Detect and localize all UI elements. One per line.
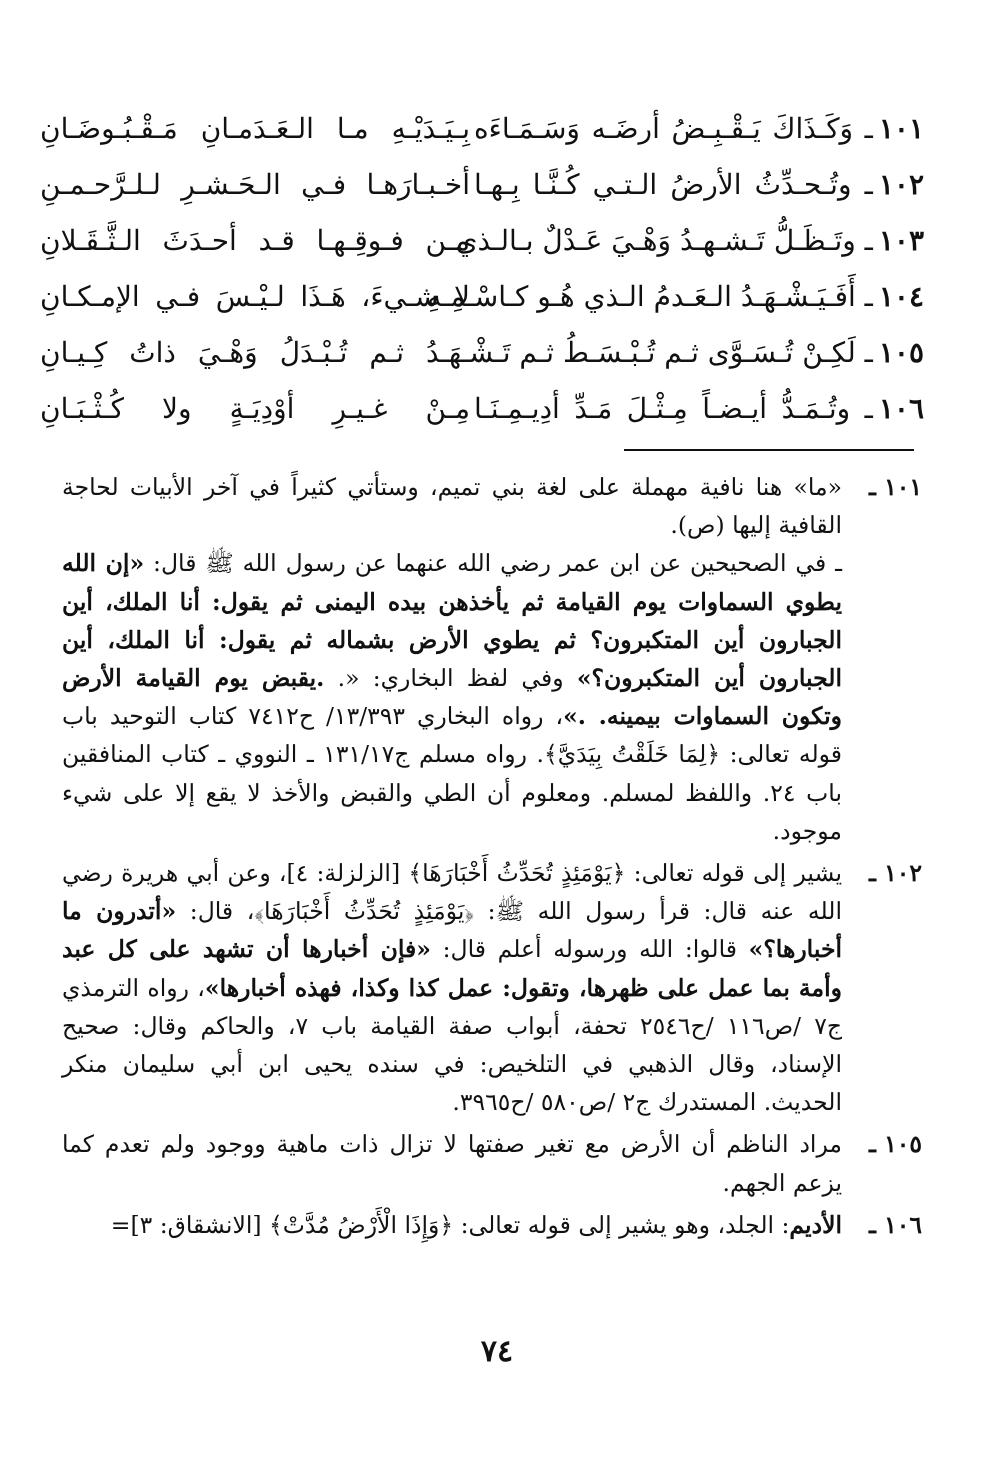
verse-second-hemistich: لا شـيءَ، هَـذَا لـيْـسَ فـي الإمـكـانِ — [40, 279, 470, 313]
verse-number: ١٠٤ — [878, 279, 924, 313]
hadith-quote: «إن الله يطوي السماوات يوم القيامة ثم يأخذهن بيده اليمنى ثم يقول: أنا الملك، أين الجبارون أين المتكبرون؟ ثم يطوي الأرض بشماله ثم يقول: أنا الملك، أين الجبارون أين المتكبرون؟» — [62, 549, 842, 693]
verse-first-hemistich — [461, 335, 924, 369]
footnote-body — [62, 1125, 842, 1201]
verse-text-first: ـ وتَـظَـلُّ تَـشـهـدُ وَهْـيَ عَـدْلٌ بـالـذي — [455, 223, 873, 257]
footnote — [62, 468, 922, 850]
footnote-paragraph — [62, 1206, 842, 1244]
footnote-text: ، رواه الترمذي ج٧ /ص١١٦ /ح٢٥٤٦ تحفة، أبواب صفة القيامة باب ٧، والحاكم وقال: صحيح الإسناد، وقال الذهبي في التلخيص: في سنده يحيى ابن أبي سليمان منكر الحديث. المستدرك ج٢ /ص٥٨٠ /ح٣٩٦٥. — [62, 973, 842, 1117]
verse-second-hemistich: أخـبـارَهـا فـي الـحَـشـرِ لـلـرَّحـمـنِ — [40, 167, 470, 201]
verse-text-first: ـ أَفَـيَـشْـهَـدُ الـعَـدمُ الـذي هُـو كـاسْـمِـهِ — [427, 279, 873, 313]
footnote-paragraph — [62, 468, 842, 544]
footnote — [62, 1125, 922, 1201]
footnote-text: ، رواه البخاري ١٣/٣٩٣/ ح٧٤١٢ كتاب التوحيد باب قوله تعالى: ﴿لِمَا خَلَقْتُ بِيَدَيَّ﴾. رواه مسلم ج١٣١/١٧ ـ النووي ـ كتاب المنافقين باب ٢٤. واللفظ لمسلم. ومعلوم أن الطي والقبض والأخذ لا يقع إلا على شيء موجود. — [62, 702, 842, 845]
footnote-body — [62, 468, 842, 850]
verse-number: ١٠١ — [878, 111, 924, 145]
footnote-text: يشير إلى قوله تعالى: ﴿يَوْمَئِذٍ تُحَدِّثُ أَخْبَارَهَا﴾ [الزلزلة: ٤]، وعن أبي هريرة رضي الله عنه قال: قرأ رسول الله ﷺ: ﴿يَوْمَئِذٍ تُحَدِّثُ أَخْبَارَهَا﴾، قال: — [62, 859, 843, 926]
page-number: ٧٤ — [480, 1334, 514, 1369]
footnote-paragraph — [62, 854, 842, 1121]
hadith-quote: الأديم — [789, 1210, 842, 1239]
verse-text-first: ـ وتُـمَـدُّ أيـضـاً مِـثْـلَ مَـدِّ أدِيـمِـنَـا — [474, 391, 873, 425]
footnote-number: ١٠٥ ـ — [869, 1130, 922, 1159]
verse-first-hemistich — [427, 279, 924, 313]
footnote-separator — [624, 449, 914, 451]
verse-row — [40, 212, 924, 268]
footnote-body — [62, 1206, 842, 1244]
hadith-quote: «فإن أخبارها أن تشهد على كل عبد وأمة بما عمل على ظهرها، وتقول: عمل كذا وكذا، فهذه أخبارها» — [62, 935, 842, 1002]
footnote-text: قالوا: الله ورسوله أعلم قال: — [430, 935, 749, 964]
footnote — [62, 854, 922, 1121]
verse-text-first: ـ وَكَـذَاكَ يَـقْـبِـضُ أرضَـه وَسَـمَـاءَه — [474, 111, 873, 145]
footnote-text: «ما» هنا نافية مهملة على لغة بني تميم، وستأتي كثيراً في آخر الأبيات لحاجة القافية إليها (ص). — [62, 473, 842, 540]
verse-first-hemistich — [455, 223, 924, 257]
verse-second-hemistich: بِـيَـدَيْـهِ مـا الـعَـدَمـانِ مَـقْـبُـوضَـانِ — [40, 111, 470, 145]
footnote-text: مراد الناظم أن الأرض مع تغير صفتها لا تزال ذات ماهية ووجود ولم تعدم كما يزعم الجهم. — [62, 1130, 842, 1197]
verse-number: ١٠٢ — [878, 167, 924, 201]
footnote-paragraph — [62, 1125, 842, 1201]
verse-number: ١٠٥ — [878, 335, 924, 369]
footnote-paragraph — [62, 544, 842, 850]
verse-second-hemistich: مـن فـوقِـهـا قـد أحـدَثَ الـثَّـقَـلانِ — [40, 223, 470, 257]
hadith-quote: .يقبض يوم القيامة الأرض وتكون السماوات بيمينه. .» — [62, 664, 842, 731]
verse-list — [40, 100, 924, 436]
footnote-number: ١٠٦ ـ — [869, 1210, 922, 1239]
verse-row — [40, 380, 924, 436]
footnote-text: وفي لفظ البخاري: «. — [324, 664, 577, 693]
verse-second-hemistich: مِـنْ غـيـرِ أوْدِيَـةٍ ولا كُـثْـبَـانِ — [40, 391, 470, 425]
verse-row — [40, 156, 924, 212]
footnote-text: ـ في الصحيحين عن ابن عمر رضي الله عنهما عن رسول الله ﷺ قال: — [144, 549, 842, 578]
footnote-body — [62, 854, 842, 1121]
footnote — [62, 1206, 922, 1244]
verse-row — [40, 268, 924, 324]
hadith-quote: «أتدرون ما أخبارها؟» — [62, 897, 842, 964]
verse-text-first: ـ لَكِـنْ تُـسَـوَّى ثـم تُـبْـسَـطُ ثـم تَـشْـ — [461, 335, 873, 369]
verse-first-hemistich — [474, 168, 924, 201]
footnote-number: ١٠٢ ـ — [869, 859, 922, 888]
verse-row — [40, 100, 924, 156]
footnote-text: : الجلد، وهو يشير إلى قوله تعالى: ﴿وَإِذَا الْأَرْضُ مُدَّتْ﴾ [الانشقاق: ٣]= — [110, 1210, 790, 1239]
verse-row — [40, 324, 924, 380]
verse-number: ١٠٦ — [878, 391, 924, 425]
verse-first-hemistich — [474, 112, 924, 145]
verse-number: ١٠٣ — [878, 223, 924, 257]
verse-second-hemistich: ـهَـدُ ثـم تُـبْـدَلُ وَهْـيَ ذاتُ كِـيـانِ — [40, 335, 470, 369]
verse-first-hemistich — [474, 392, 924, 425]
footnotes — [62, 468, 922, 1248]
verse-text-first: ـ وتُـحـدِّثُ الأرضُ الـتـي كُـنَّـا بِـهـا — [474, 167, 873, 201]
footnote-number: ١٠١ ـ — [869, 473, 922, 501]
